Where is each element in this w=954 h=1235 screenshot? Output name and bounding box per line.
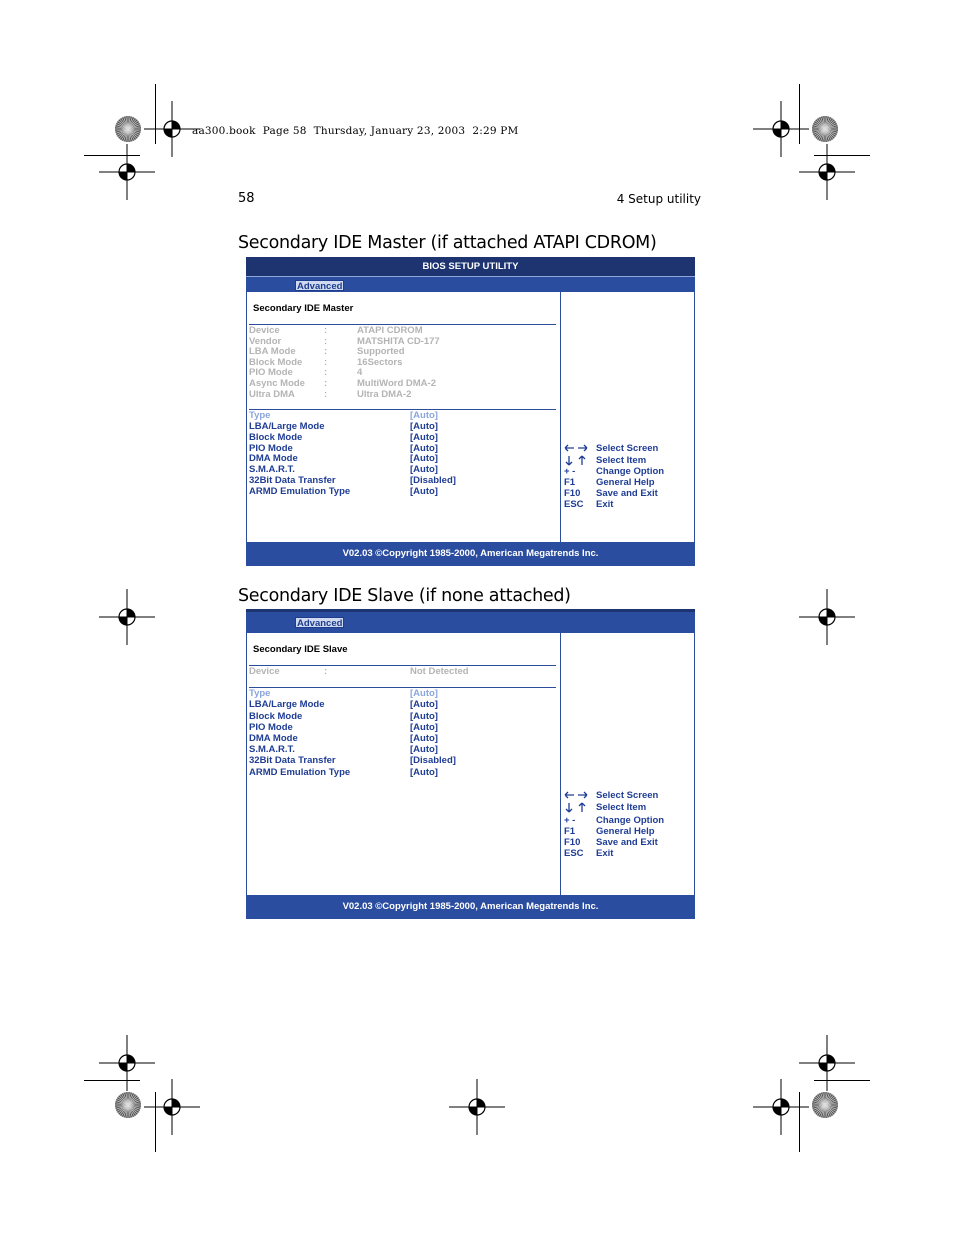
help-key: + -: [564, 466, 576, 477]
starburst-target-icon: [114, 115, 142, 143]
info-colon: :: [324, 389, 328, 400]
option-label: ARMD Emulation Type: [249, 767, 351, 778]
panel-rule: [249, 409, 556, 410]
help-desc: Exit: [596, 848, 614, 859]
registration-crosshair-icon: [799, 144, 855, 200]
option-label: DMA Mode: [249, 453, 298, 464]
info-label: Ultra DMA: [249, 389, 295, 400]
starburst-target-icon: [114, 1091, 142, 1119]
info-label: LBA Mode: [249, 346, 296, 357]
option-label: DMA Mode: [249, 733, 298, 744]
panel-divider: [560, 292, 561, 542]
registration-crosshair-icon: [799, 589, 855, 645]
bios-screen-master: [246, 257, 695, 566]
info-label: Vendor: [249, 336, 282, 347]
option-value: [Auto]: [410, 744, 438, 755]
bios-title-bar: BIOS SETUP UTILITY: [246, 257, 695, 276]
bios-footer: V02.03 ©Copyright 1985-2000, American Megatrends Inc.: [246, 542, 695, 566]
info-colon: :: [324, 367, 328, 378]
panel-rule: [249, 665, 556, 666]
help-key: + -: [564, 815, 576, 826]
help-desc: Exit: [596, 499, 614, 510]
option-label: S.M.A.R.T.: [249, 464, 295, 475]
help-desc: General Help: [596, 477, 655, 488]
option-label: Type: [249, 410, 271, 421]
help-desc: Save and Exit: [596, 837, 658, 848]
section-heading: Secondary IDE Slave (if none attached): [238, 586, 571, 606]
bios-footer: V02.03 ©Copyright 1985-2000, American Megatrends Inc.: [246, 895, 695, 919]
info-colon: :: [324, 336, 328, 347]
info-value: MultiWord DMA-2: [357, 378, 436, 389]
info-value: 16Sectors: [357, 357, 403, 368]
option-value: [Disabled]: [410, 755, 456, 766]
option-label: 32Bit Data Transfer: [249, 755, 336, 766]
bios-tab-bar: [246, 276, 695, 292]
bios-tab-bar: [246, 609, 695, 633]
option-value: [Auto]: [410, 432, 438, 443]
info-colon: :: [324, 346, 328, 357]
info-label: Async Mode: [249, 378, 305, 389]
tab-advanced[interactable]: Advanced: [297, 281, 343, 292]
info-label: Block Mode: [249, 357, 303, 368]
help-key: ESC: [564, 848, 584, 859]
help-desc: Select Item: [596, 455, 647, 466]
help-desc: Select Screen: [596, 790, 659, 801]
starburst-target-icon: [811, 115, 839, 143]
help-desc: Change Option: [596, 815, 665, 826]
option-label: PIO Mode: [249, 443, 293, 454]
option-value: [Auto]: [410, 699, 438, 710]
panel-title: Secondary IDE Master: [253, 303, 354, 314]
arrow-up-down-icon: [564, 802, 588, 816]
info-colon: :: [324, 357, 328, 368]
option-label: 32Bit Data Transfer: [249, 475, 336, 486]
help-key: F10: [564, 837, 581, 848]
help-desc: Select Screen: [596, 443, 659, 454]
info-label: PIO Mode: [249, 367, 293, 378]
info-colon: :: [324, 666, 328, 677]
panel-divider: [560, 633, 561, 895]
option-value: [Auto]: [410, 688, 438, 699]
starburst-target-icon: [811, 1091, 839, 1119]
help-key: F10: [564, 488, 581, 499]
option-value: [Auto]: [410, 410, 438, 421]
option-label: PIO Mode: [249, 722, 293, 733]
registration-crosshair-icon: [99, 589, 155, 645]
info-label: Device: [249, 666, 280, 677]
option-label: LBA/Large Mode: [249, 699, 325, 710]
option-value: [Auto]: [410, 722, 438, 733]
option-value: [Auto]: [410, 421, 438, 432]
running-head: 4 Setup utility: [616, 192, 701, 206]
help-key: F1: [564, 826, 576, 837]
page-number: 58: [238, 191, 255, 206]
option-label: LBA/Large Mode: [249, 421, 325, 432]
help-desc: Select Item: [596, 802, 647, 813]
option-label: ARMD Emulation Type: [249, 486, 351, 497]
option-value: [Auto]: [410, 453, 438, 464]
option-value: [Auto]: [410, 464, 438, 475]
option-value: [Disabled]: [410, 475, 456, 486]
option-value: [Auto]: [410, 443, 438, 454]
option-value: [Auto]: [410, 733, 438, 744]
help-key: ESC: [564, 499, 584, 510]
option-value: [Auto]: [410, 711, 438, 722]
section-heading: Secondary IDE Master (if attached ATAPI CDROM): [238, 233, 657, 253]
registration-crosshair-icon: [753, 1079, 809, 1135]
panel-title: Secondary IDE Slave: [253, 644, 348, 655]
help-desc: General Help: [596, 826, 655, 837]
info-value: MATSHITA CD-177: [357, 336, 440, 347]
option-value: [Auto]: [410, 767, 438, 778]
registration-crosshair-icon: [449, 1079, 505, 1135]
registration-crosshair-icon: [144, 1079, 200, 1135]
registration-crosshair-icon: [99, 144, 155, 200]
info-label: Device: [249, 325, 280, 336]
option-label: Block Mode: [249, 432, 303, 443]
info-colon: :: [324, 325, 328, 336]
help-desc: Change Option: [596, 466, 665, 477]
option-label: Block Mode: [249, 711, 303, 722]
help-desc: Save and Exit: [596, 488, 658, 499]
bios-screen-slave: [246, 609, 695, 919]
option-label: S.M.A.R.T.: [249, 744, 295, 755]
info-value: Supported: [357, 346, 405, 357]
info-colon: :: [324, 378, 328, 389]
info-value: Ultra DMA-2: [357, 389, 412, 400]
help-key: F1: [564, 477, 576, 488]
print-slug: aa300.book Page 58 Thursday, January 23, 2003 2:29 PM: [192, 125, 519, 137]
panel-rule: [249, 687, 556, 688]
info-value: ATAPI CDROM: [357, 325, 423, 336]
option-value: [Auto]: [410, 486, 438, 497]
option-label: Type: [249, 688, 271, 699]
info-value: 4: [357, 367, 363, 378]
tab-advanced[interactable]: Advanced: [297, 618, 343, 629]
info-value: Not Detected: [410, 666, 469, 677]
